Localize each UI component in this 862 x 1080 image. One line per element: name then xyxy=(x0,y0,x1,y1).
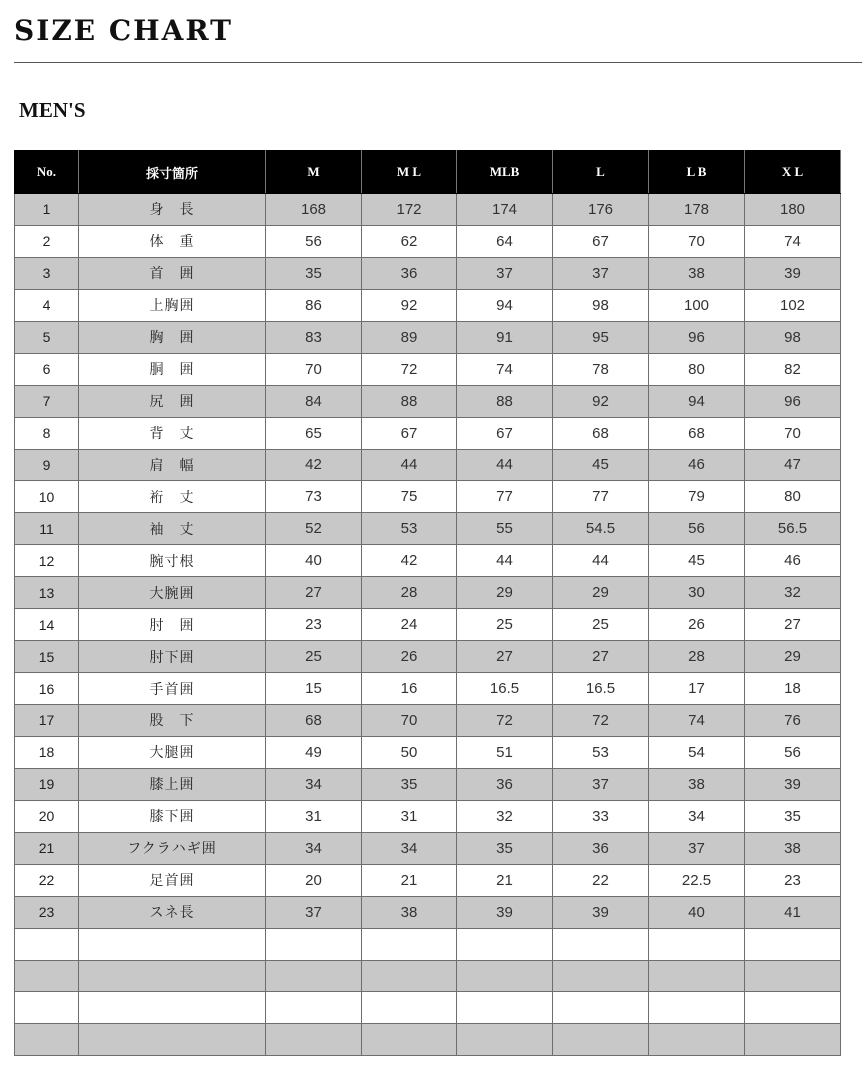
size-value-cell: 77 xyxy=(457,481,553,513)
measure-point-cell: 上胸囲 xyxy=(79,289,266,321)
row-number-cell xyxy=(15,928,79,960)
size-value-cell: 31 xyxy=(266,800,362,832)
table-row xyxy=(15,992,841,1024)
size-value-cell: 47 xyxy=(745,449,841,481)
size-value-cell: 45 xyxy=(553,449,649,481)
size-value-cell xyxy=(745,992,841,1024)
row-number-cell xyxy=(15,960,79,992)
size-value-cell: 91 xyxy=(457,321,553,353)
measure-point-cell: 肘下囲 xyxy=(79,641,266,673)
header-size-xl: X L xyxy=(745,151,841,194)
measure-point-cell: 腕寸根 xyxy=(79,545,266,577)
measure-point-cell: 膝上囲 xyxy=(79,768,266,800)
size-value-cell: 23 xyxy=(266,609,362,641)
size-value-cell: 56 xyxy=(745,736,841,768)
row-number-cell: 2 xyxy=(15,225,79,257)
measure-point-cell xyxy=(79,992,266,1024)
size-value-cell: 21 xyxy=(362,864,457,896)
size-value-cell: 44 xyxy=(362,449,457,481)
measure-point-cell: 裄 丈 xyxy=(79,481,266,513)
measure-point-cell: 膝下囲 xyxy=(79,800,266,832)
size-value-cell: 77 xyxy=(553,481,649,513)
size-value-cell: 34 xyxy=(362,832,457,864)
size-value-cell: 35 xyxy=(362,768,457,800)
size-value-cell: 51 xyxy=(457,736,553,768)
size-value-cell: 68 xyxy=(553,417,649,449)
size-value-cell: 37 xyxy=(649,832,745,864)
size-chart-table xyxy=(14,150,841,1056)
size-value-cell: 88 xyxy=(457,385,553,417)
size-value-cell: 100 xyxy=(649,289,745,321)
row-number-cell: 15 xyxy=(15,641,79,673)
measure-point-cell: 体 重 xyxy=(79,225,266,257)
table-row xyxy=(15,800,841,832)
size-value-cell: 15 xyxy=(266,673,362,705)
row-number-cell: 21 xyxy=(15,832,79,864)
size-value-cell: 79 xyxy=(649,481,745,513)
measure-point-cell xyxy=(79,960,266,992)
size-value-cell: 70 xyxy=(266,353,362,385)
row-number-cell: 13 xyxy=(15,577,79,609)
size-value-cell xyxy=(649,928,745,960)
size-value-cell: 96 xyxy=(745,385,841,417)
measure-point-cell: 肩 幅 xyxy=(79,449,266,481)
size-value-cell xyxy=(362,928,457,960)
table-row xyxy=(15,353,841,385)
size-value-cell: 98 xyxy=(553,289,649,321)
size-value-cell: 95 xyxy=(553,321,649,353)
size-value-cell: 26 xyxy=(362,641,457,673)
table-row xyxy=(15,481,841,513)
size-value-cell: 70 xyxy=(362,705,457,737)
size-value-cell: 22.5 xyxy=(649,864,745,896)
row-number-cell: 11 xyxy=(15,513,79,545)
table-row xyxy=(15,705,841,737)
row-number-cell: 16 xyxy=(15,673,79,705)
size-value-cell: 40 xyxy=(649,896,745,928)
size-value-cell: 168 xyxy=(266,194,362,226)
title-divider xyxy=(14,62,862,63)
size-value-cell: 42 xyxy=(266,449,362,481)
size-value-cell xyxy=(649,992,745,1024)
row-number-cell: 14 xyxy=(15,609,79,641)
size-value-cell: 53 xyxy=(553,736,649,768)
size-value-cell xyxy=(457,1024,553,1056)
row-number-cell: 3 xyxy=(15,257,79,289)
size-value-cell: 35 xyxy=(457,832,553,864)
size-value-cell xyxy=(362,992,457,1024)
size-value-cell: 80 xyxy=(649,353,745,385)
size-value-cell: 178 xyxy=(649,194,745,226)
table-row xyxy=(15,385,841,417)
measure-point-cell: 大腕囲 xyxy=(79,577,266,609)
table-row xyxy=(15,194,841,226)
table-row xyxy=(15,768,841,800)
size-value-cell: 27 xyxy=(266,577,362,609)
row-number-cell: 10 xyxy=(15,481,79,513)
size-value-cell: 42 xyxy=(362,545,457,577)
size-value-cell: 35 xyxy=(745,800,841,832)
table-body xyxy=(15,194,841,1056)
size-value-cell: 75 xyxy=(362,481,457,513)
size-value-cell: 76 xyxy=(745,705,841,737)
size-value-cell xyxy=(553,1024,649,1056)
table-row xyxy=(15,225,841,257)
measure-point-cell: 身 長 xyxy=(79,194,266,226)
row-number-cell: 4 xyxy=(15,289,79,321)
table-row xyxy=(15,864,841,896)
size-value-cell: 67 xyxy=(362,417,457,449)
size-value-cell: 40 xyxy=(266,545,362,577)
size-value-cell: 17 xyxy=(649,673,745,705)
header-row xyxy=(15,151,841,194)
row-number-cell: 6 xyxy=(15,353,79,385)
size-value-cell xyxy=(266,928,362,960)
section-heading: MEN'S xyxy=(19,98,86,122)
size-value-cell: 37 xyxy=(457,257,553,289)
measure-point-cell: 背 丈 xyxy=(79,417,266,449)
table-row xyxy=(15,896,841,928)
size-value-cell: 56.5 xyxy=(745,513,841,545)
size-value-cell xyxy=(553,928,649,960)
table-row xyxy=(15,960,841,992)
measure-point-cell: 胸 囲 xyxy=(79,321,266,353)
size-value-cell: 37 xyxy=(553,257,649,289)
measure-point-cell xyxy=(79,1024,266,1056)
size-value-cell: 39 xyxy=(745,768,841,800)
size-value-cell: 38 xyxy=(745,832,841,864)
table-row xyxy=(15,449,841,481)
size-value-cell: 96 xyxy=(649,321,745,353)
size-value-cell: 53 xyxy=(362,513,457,545)
size-value-cell: 33 xyxy=(553,800,649,832)
size-value-cell: 37 xyxy=(553,768,649,800)
size-value-cell: 73 xyxy=(266,481,362,513)
row-number-cell: 22 xyxy=(15,864,79,896)
size-value-cell: 28 xyxy=(362,577,457,609)
size-value-cell: 26 xyxy=(649,609,745,641)
size-value-cell: 25 xyxy=(553,609,649,641)
size-value-cell: 44 xyxy=(553,545,649,577)
row-number-cell: 12 xyxy=(15,545,79,577)
size-value-cell xyxy=(745,928,841,960)
size-value-cell: 62 xyxy=(362,225,457,257)
size-value-cell: 98 xyxy=(745,321,841,353)
row-number-cell: 17 xyxy=(15,705,79,737)
size-value-cell xyxy=(553,992,649,1024)
size-value-cell: 74 xyxy=(457,353,553,385)
header-size-ml: M L xyxy=(362,151,457,194)
size-value-cell: 34 xyxy=(649,800,745,832)
size-value-cell: 30 xyxy=(649,577,745,609)
size-value-cell: 24 xyxy=(362,609,457,641)
header-size-lb: L B xyxy=(649,151,745,194)
size-value-cell: 80 xyxy=(745,481,841,513)
size-value-cell: 78 xyxy=(553,353,649,385)
header-size-mlb: MLB xyxy=(457,151,553,194)
row-number-cell: 18 xyxy=(15,736,79,768)
size-value-cell: 45 xyxy=(649,545,745,577)
size-value-cell: 72 xyxy=(362,353,457,385)
header-no: No. xyxy=(15,151,79,194)
size-value-cell xyxy=(745,960,841,992)
size-value-cell: 176 xyxy=(553,194,649,226)
size-value-cell: 22 xyxy=(553,864,649,896)
size-value-cell: 25 xyxy=(266,641,362,673)
size-value-cell: 68 xyxy=(266,705,362,737)
size-value-cell: 34 xyxy=(266,768,362,800)
size-value-cell: 21 xyxy=(457,864,553,896)
size-value-cell: 27 xyxy=(553,641,649,673)
size-value-cell: 84 xyxy=(266,385,362,417)
size-value-cell: 72 xyxy=(553,705,649,737)
table-row xyxy=(15,545,841,577)
size-value-cell: 70 xyxy=(745,417,841,449)
size-value-cell xyxy=(266,1024,362,1056)
size-value-cell: 72 xyxy=(457,705,553,737)
size-value-cell xyxy=(362,960,457,992)
size-value-cell: 54.5 xyxy=(553,513,649,545)
size-value-cell: 89 xyxy=(362,321,457,353)
size-value-cell xyxy=(457,960,553,992)
size-value-cell: 82 xyxy=(745,353,841,385)
measure-point-cell: 袖 丈 xyxy=(79,513,266,545)
row-number-cell: 8 xyxy=(15,417,79,449)
size-value-cell: 41 xyxy=(745,896,841,928)
page-title: SIZE CHART xyxy=(14,14,233,47)
size-value-cell xyxy=(362,1024,457,1056)
size-value-cell: 29 xyxy=(745,641,841,673)
table-row xyxy=(15,609,841,641)
size-value-cell: 35 xyxy=(266,257,362,289)
row-number-cell xyxy=(15,992,79,1024)
size-value-cell: 18 xyxy=(745,673,841,705)
size-value-cell: 50 xyxy=(362,736,457,768)
measure-point-cell: 手首囲 xyxy=(79,673,266,705)
size-value-cell: 49 xyxy=(266,736,362,768)
size-value-cell: 39 xyxy=(745,257,841,289)
table-row xyxy=(15,577,841,609)
row-number-cell: 7 xyxy=(15,385,79,417)
table-row xyxy=(15,417,841,449)
size-value-cell: 32 xyxy=(745,577,841,609)
size-value-cell: 27 xyxy=(745,609,841,641)
size-value-cell: 38 xyxy=(649,257,745,289)
size-value-cell xyxy=(457,928,553,960)
size-value-cell: 25 xyxy=(457,609,553,641)
measure-point-cell: 尻 囲 xyxy=(79,385,266,417)
size-value-cell: 39 xyxy=(553,896,649,928)
table-row xyxy=(15,673,841,705)
measure-point-cell: スネ長 xyxy=(79,896,266,928)
table-row xyxy=(15,641,841,673)
table-row xyxy=(15,736,841,768)
size-value-cell: 102 xyxy=(745,289,841,321)
size-value-cell: 67 xyxy=(553,225,649,257)
measure-point-cell: 肘 囲 xyxy=(79,609,266,641)
size-value-cell: 68 xyxy=(649,417,745,449)
measure-point-cell: 首 囲 xyxy=(79,257,266,289)
size-value-cell: 36 xyxy=(362,257,457,289)
size-value-cell: 38 xyxy=(649,768,745,800)
size-value-cell: 16.5 xyxy=(457,673,553,705)
table-row xyxy=(15,928,841,960)
row-number-cell: 19 xyxy=(15,768,79,800)
size-value-cell: 44 xyxy=(457,449,553,481)
size-value-cell: 174 xyxy=(457,194,553,226)
size-value-cell: 29 xyxy=(457,577,553,609)
size-value-cell: 38 xyxy=(362,896,457,928)
measure-point-cell: 胴 囲 xyxy=(79,353,266,385)
size-value-cell: 56 xyxy=(649,513,745,545)
size-value-cell: 16 xyxy=(362,673,457,705)
size-value-cell: 55 xyxy=(457,513,553,545)
header-size-m: M xyxy=(266,151,362,194)
measure-point-cell: 大腿囲 xyxy=(79,736,266,768)
size-value-cell: 67 xyxy=(457,417,553,449)
row-number-cell: 23 xyxy=(15,896,79,928)
row-number-cell xyxy=(15,1024,79,1056)
row-number-cell: 5 xyxy=(15,321,79,353)
size-value-cell: 27 xyxy=(457,641,553,673)
size-value-cell: 52 xyxy=(266,513,362,545)
size-value-cell: 94 xyxy=(649,385,745,417)
size-value-cell: 37 xyxy=(266,896,362,928)
size-value-cell: 39 xyxy=(457,896,553,928)
table-row xyxy=(15,289,841,321)
size-value-cell: 92 xyxy=(553,385,649,417)
size-value-cell: 28 xyxy=(649,641,745,673)
size-value-cell: 32 xyxy=(457,800,553,832)
size-value-cell xyxy=(266,992,362,1024)
size-value-cell xyxy=(266,960,362,992)
size-value-cell: 83 xyxy=(266,321,362,353)
size-value-cell: 44 xyxy=(457,545,553,577)
measure-point-cell: フクラハギ囲 xyxy=(79,832,266,864)
table-row xyxy=(15,832,841,864)
size-value-cell: 31 xyxy=(362,800,457,832)
measure-point-cell xyxy=(79,928,266,960)
size-value-cell: 23 xyxy=(745,864,841,896)
size-value-cell: 92 xyxy=(362,289,457,321)
size-value-cell: 88 xyxy=(362,385,457,417)
size-value-cell: 94 xyxy=(457,289,553,321)
header-measure-point: 採寸箇所 xyxy=(79,151,266,194)
size-value-cell: 74 xyxy=(649,705,745,737)
size-value-cell: 36 xyxy=(553,832,649,864)
size-value-cell: 46 xyxy=(745,545,841,577)
size-value-cell: 46 xyxy=(649,449,745,481)
size-value-cell: 180 xyxy=(745,194,841,226)
size-value-cell xyxy=(649,960,745,992)
size-value-cell xyxy=(649,1024,745,1056)
row-number-cell: 1 xyxy=(15,194,79,226)
size-value-cell: 20 xyxy=(266,864,362,896)
size-value-cell: 36 xyxy=(457,768,553,800)
measure-point-cell: 足首囲 xyxy=(79,864,266,896)
size-value-cell: 86 xyxy=(266,289,362,321)
size-value-cell: 54 xyxy=(649,736,745,768)
row-number-cell: 9 xyxy=(15,449,79,481)
table-row xyxy=(15,321,841,353)
table-row xyxy=(15,257,841,289)
size-value-cell: 34 xyxy=(266,832,362,864)
size-value-cell xyxy=(745,1024,841,1056)
size-value-cell: 65 xyxy=(266,417,362,449)
measure-point-cell: 股 下 xyxy=(79,705,266,737)
header-size-l: L xyxy=(553,151,649,194)
table-row xyxy=(15,513,841,545)
size-value-cell: 74 xyxy=(745,225,841,257)
table-row xyxy=(15,1024,841,1056)
size-value-cell xyxy=(553,960,649,992)
size-value-cell xyxy=(457,992,553,1024)
size-value-cell: 16.5 xyxy=(553,673,649,705)
table-header xyxy=(15,151,841,194)
size-value-cell: 64 xyxy=(457,225,553,257)
size-value-cell: 70 xyxy=(649,225,745,257)
size-value-cell: 56 xyxy=(266,225,362,257)
row-number-cell: 20 xyxy=(15,800,79,832)
size-value-cell: 29 xyxy=(553,577,649,609)
size-value-cell: 172 xyxy=(362,194,457,226)
